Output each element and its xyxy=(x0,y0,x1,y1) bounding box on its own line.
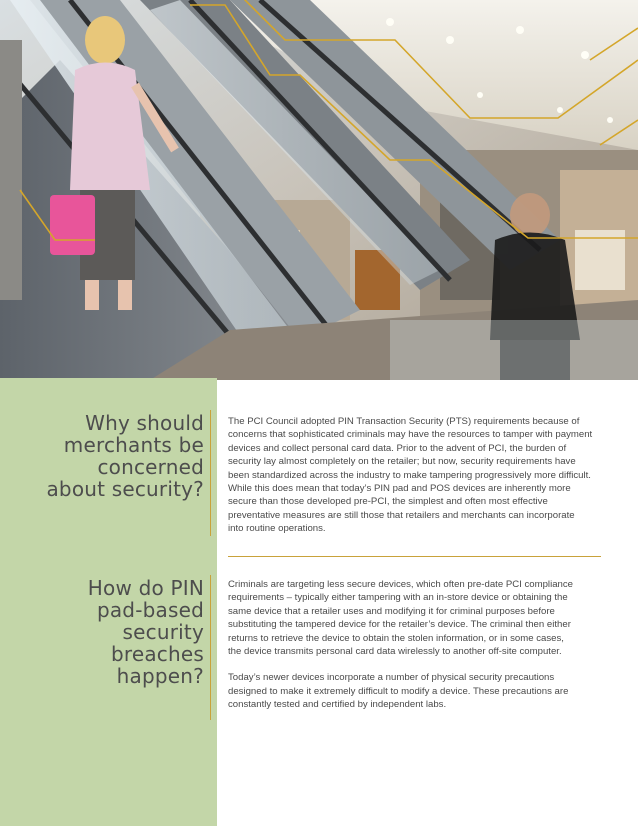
body-line: Today’s newer devices incorporate a number of physical security precautions xyxy=(228,672,555,684)
body-line: While this does mean that today’s PIN pad and POS devices are inherently more xyxy=(228,483,571,495)
heading-line: breaches xyxy=(110,642,204,666)
heading-line: happen? xyxy=(116,664,204,688)
body-line: Criminals are targeting less secure devices, which often pre-date PCI compliance xyxy=(228,579,574,590)
body-line: constantly tested and certified by independent labs. xyxy=(228,699,447,711)
heading-line: Why should xyxy=(85,411,204,435)
body-line: been standardized across the industry to make tampering progressively more difficult. xyxy=(228,469,591,481)
body-line: same device that a retailer uses and modifying it for criminal purposes before xyxy=(228,605,555,617)
body-line: into routine operations. xyxy=(228,523,326,535)
section1-body xyxy=(228,415,600,536)
heading-line: security xyxy=(122,620,204,644)
heading-line: How do PIN xyxy=(87,576,204,600)
heading-why-concerned xyxy=(46,412,204,500)
body-line: returns to retrieve the device to obtain the stolen information, or in some cases, xyxy=(228,632,564,644)
body-line: the device transmits personal card data wirelessly to another off-site computer. xyxy=(228,646,562,658)
heading-line: about security? xyxy=(46,477,204,501)
body-line: secure than those developed pre-PCI, the simplest and often most effective xyxy=(228,496,548,508)
hero-photo-escalator xyxy=(0,0,638,380)
escalator-photo-illustration xyxy=(0,0,638,380)
body-line: substituting the tampered device for the retailer’s device. The criminal then either xyxy=(228,619,571,631)
body-line: devices and collect personal card data. Prior to the advent of PCI, the burden of xyxy=(228,442,567,454)
heading-line: pad-based xyxy=(96,598,204,622)
body-line: concerns that sophisticated criminals may have the resources to tamper with payment xyxy=(228,429,593,441)
body-line: The PCI Council adopted PIN Transaction Security (PTS) requirements because of xyxy=(228,416,580,427)
body-line: requirements – typically either tampering with an in-store device or obtaining the xyxy=(228,592,568,604)
vertical-rule xyxy=(210,575,211,720)
vertical-rule xyxy=(210,410,211,536)
heading-line: concerned xyxy=(97,455,204,479)
section2-body xyxy=(228,578,600,712)
body-line: security lay almost completely on the retailer; but now, security requirements have xyxy=(228,456,576,468)
section-divider xyxy=(228,556,601,557)
body-line: preventative measures are still those that retailers and merchants can incorporate xyxy=(228,509,575,521)
heading-line: merchants be xyxy=(63,433,204,457)
heading-how-breaches xyxy=(88,577,204,687)
body-line: designed to make it extremely difficult to modify a device. These precautions are xyxy=(228,685,569,697)
